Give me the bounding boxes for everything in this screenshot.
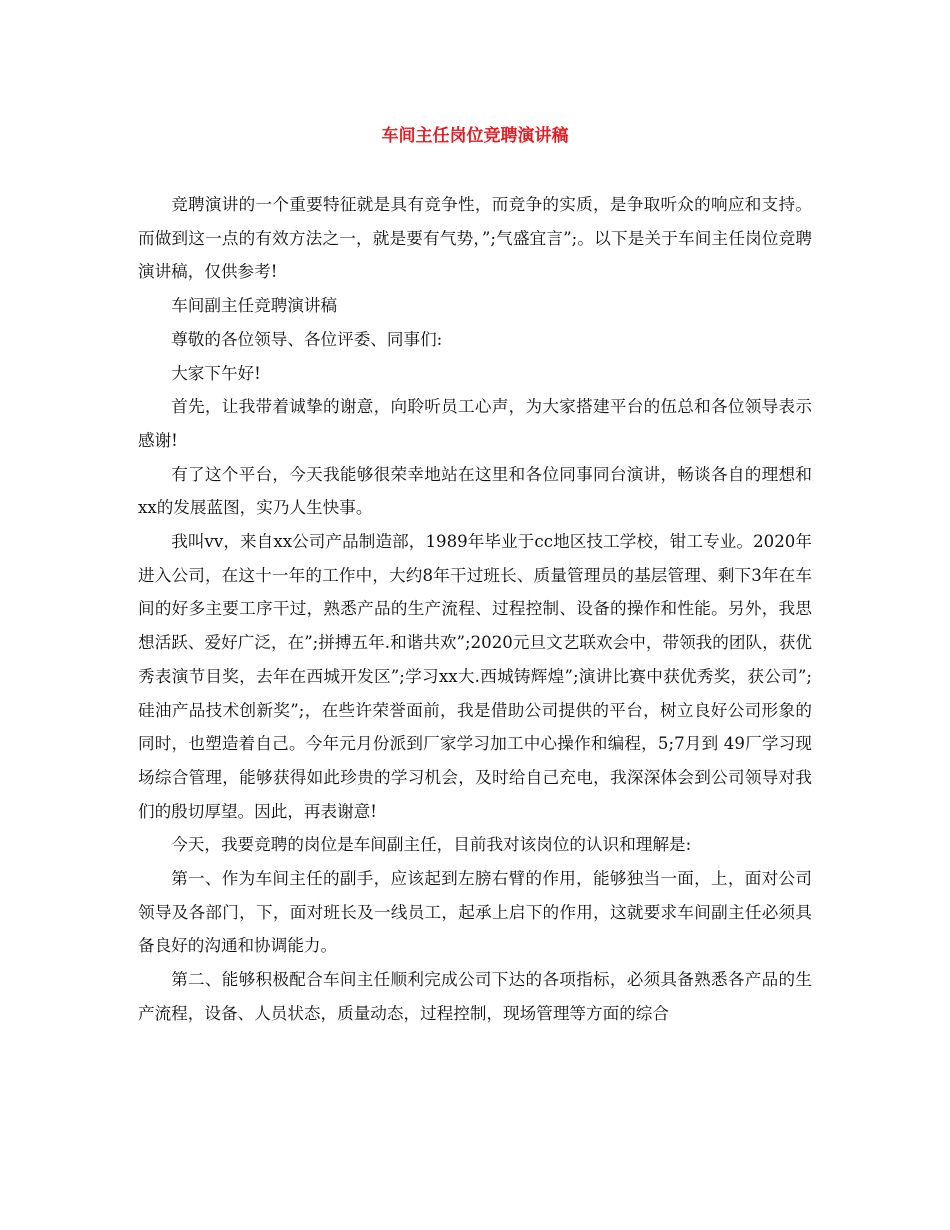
paragraph: 尊敬的各位领导、各位评委、同事们: — [171, 329, 443, 349]
paragraph: 第一、作为车间主任的副手，应该起到左膀右臂的作用，能够独当一面，上，面对公司领导及各部门，下，面对班长及一线员工，起承上启下的作用，这就要求车间副主任必须具备良好的沟通和协调能力。 — [138, 869, 812, 956]
document-body — [138, 188, 812, 1031]
paragraph: 车间副主任竞聘演讲稿 — [171, 296, 338, 316]
paragraph: 我叫vv，来自xx公司产品制造部，1989年毕业于cc地区技工学校，钳工专业。2020年进入公司，在这十一年的工作中，大约8年干过班长、质量管理员的基层管理、剩下3年在车间的好多主要工序干过，熟悉产品的生产流程、过程控制、设备的操作和性能。另外，我思想活跃、爱好广泛，在”;拼搏五年.和谐共欢”;2020元旦文艺联欢会中，带领我的团队，获优秀表演节目奖，去年在西城开发区”;学习xx大.西城铸辉煌”;演讲比赛中获优秀奖，获公司”;硅油产品技术创新奖”;，在些许荣誉面前，我是借助公司提供的平台，树立良好公司形象的同时，也塑造着自己。今年元月份派到厂家学习加工中心操作和编程，5;7月到 49厂学习现场综合管理，能够获得如此珍贵的学习机会，及时给自己充电，我深深体会到公司领导对我们的殷切厚望。因此，再表谢意! — [138, 532, 812, 821]
paragraph: 首先，让我带着诚挚的谢意，向聆听员工心声，为大家搭建平台的伍总和各位领导表示感谢! — [138, 397, 812, 450]
paragraph: 竞聘演讲的一个重要特征就是具有竞争性，而竞争的实质，是争取听众的响应和支持。而做到这一点的有效方法之一，就是要有气势，”;气盛宜言”;。以下是关于车间主任岗位竞聘演讲稿，仅供参考! — [138, 195, 812, 282]
paragraph: 有了这个平台，今天我能够很荣幸地站在这里和各位同事同台演讲，畅谈各自的理想和xx的发展蓝图，实乃人生快事。 — [138, 464, 812, 518]
paragraph: 今天，我要竞聘的岗位是车间副主任，目前我对该岗位的认识和理解是: — [171, 835, 692, 855]
paragraph: 第二、能够积极配合车间主任顺利完成公司下达的各项指标，必须具备熟悉各产品的生产流程，设备、人员状态，质量动态，过程控制，现场管理等方面的综合 — [138, 970, 812, 1023]
document-title: 车间主任岗位竞聘演讲稿 — [381, 126, 569, 146]
paragraph: 大家下午好! — [171, 363, 261, 383]
